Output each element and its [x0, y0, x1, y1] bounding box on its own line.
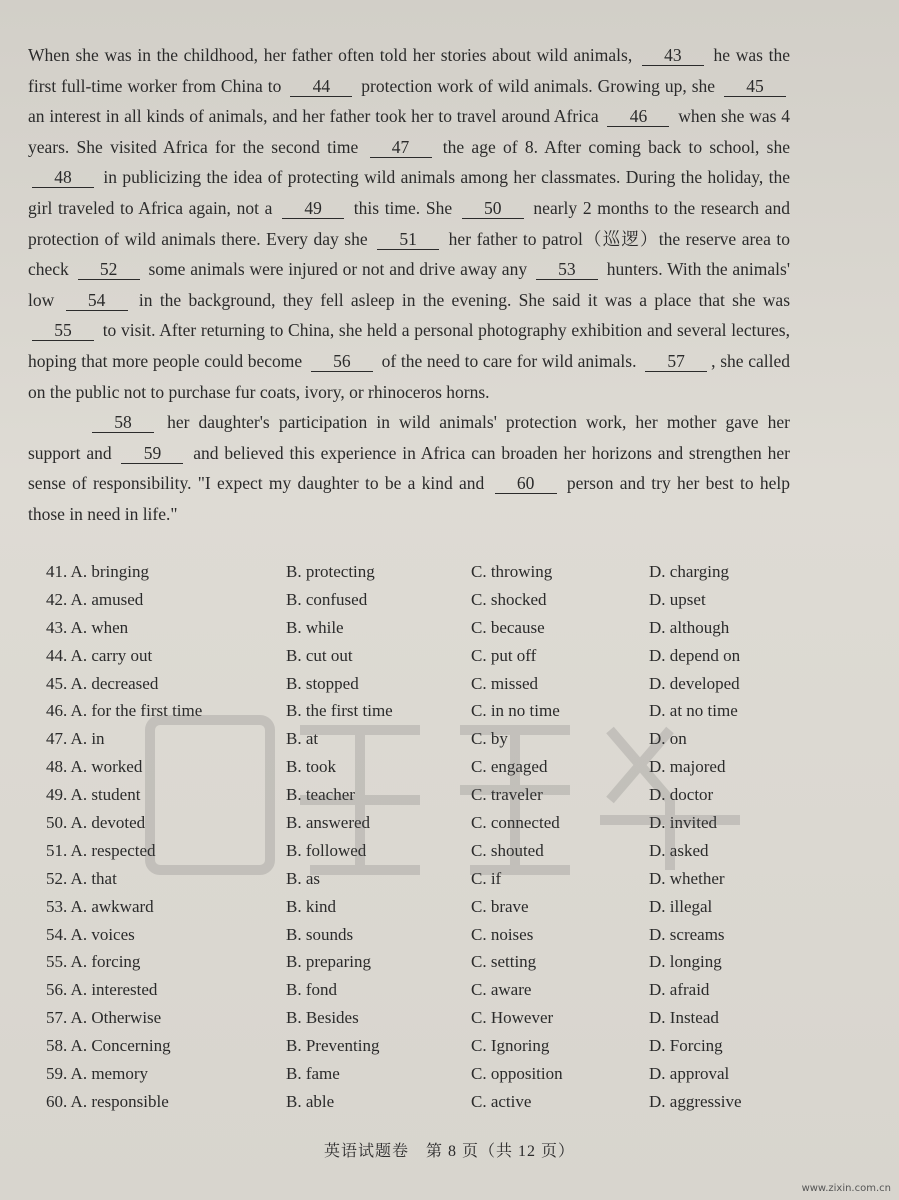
blank-53[interactable]: 53 — [536, 259, 598, 280]
question-row — [46, 614, 826, 642]
option-d[interactable]: D. upset — [649, 589, 706, 609]
question-row — [46, 725, 826, 753]
option-c[interactable]: C. active — [471, 1091, 532, 1111]
option-c[interactable]: C. in no time — [471, 701, 560, 721]
question-row — [46, 1060, 826, 1088]
option-a[interactable]: 50. A. devoted — [46, 812, 146, 832]
blank-50[interactable]: 50 — [462, 198, 524, 219]
passage-text: an interest in all kinds of animals, and her father took her to travel around Africa — [28, 106, 604, 127]
option-c[interactable]: C. engaged — [471, 757, 548, 777]
blank-44[interactable]: 44 — [290, 76, 352, 97]
option-b[interactable]: B. kind — [286, 896, 337, 916]
cloze-passage — [28, 40, 790, 530]
option-c[interactable]: C. traveler — [471, 785, 543, 805]
option-b[interactable]: B. fond — [286, 980, 337, 1000]
question-row — [46, 948, 826, 976]
passage-text: this time. She — [348, 197, 458, 218]
blank-60[interactable]: 60 — [495, 473, 557, 494]
passage-text: to visit. After returning to China, she held a personal photography exhibition and several lectures, hoping that more people could become — [28, 320, 790, 371]
option-d[interactable]: D. depend on — [649, 645, 741, 665]
blank-48[interactable]: 48 — [32, 167, 94, 188]
option-c[interactable]: C. noises — [471, 924, 534, 944]
option-c[interactable]: C. brave — [471, 896, 529, 916]
option-b[interactable]: B. answered — [286, 812, 371, 832]
option-b[interactable]: B. protecting — [286, 561, 375, 581]
blank-52[interactable]: 52 — [78, 259, 140, 280]
option-a[interactable]: 47. A. in — [46, 729, 105, 749]
option-d[interactable]: D. developed — [649, 673, 740, 693]
passage-text: When she was in the childhood, her father often told her stories about wild animals, — [28, 45, 638, 65]
option-b[interactable]: B. preparing — [286, 952, 371, 972]
option-c[interactable]: C. put off — [471, 645, 537, 665]
option-c[interactable]: C. aware — [471, 980, 532, 1000]
option-a[interactable]: 46. A. for the first time — [46, 701, 203, 721]
option-a[interactable]: 45. A. decreased — [46, 673, 159, 693]
question-row — [46, 670, 826, 698]
blank-55[interactable]: 55 — [32, 320, 94, 341]
option-d[interactable]: D. afraid — [649, 980, 710, 1000]
option-a[interactable]: 44. A. carry out — [46, 645, 153, 665]
option-b[interactable]: B. confused — [286, 589, 368, 609]
option-b[interactable]: B. stopped — [286, 673, 359, 693]
option-c[interactable]: C. Ignoring — [471, 1036, 550, 1056]
option-d[interactable]: D. whether — [649, 868, 725, 888]
blank-45[interactable]: 45 — [724, 76, 786, 97]
option-d[interactable]: D. asked — [649, 840, 709, 860]
option-b[interactable]: B. the first time — [286, 701, 393, 721]
option-a[interactable]: 57. A. Otherwise — [46, 1008, 162, 1028]
option-c[interactable]: C. by — [471, 729, 508, 749]
blank-59[interactable]: 59 — [121, 443, 183, 464]
question-row — [46, 1088, 826, 1116]
option-d[interactable]: D. charging — [649, 561, 729, 581]
option-a[interactable]: 56. A. interested — [46, 980, 158, 1000]
passage-text: he was the first full-time worker from China to — [28, 45, 790, 96]
blank-51[interactable]: 51 — [377, 229, 439, 250]
option-a[interactable]: 55. A. forcing — [46, 952, 141, 972]
question-row — [46, 837, 826, 865]
option-a[interactable]: 54. A. voices — [46, 924, 135, 944]
question-row — [46, 1032, 826, 1060]
option-b[interactable]: B. cut out — [286, 645, 353, 665]
option-c[interactable]: C. connected — [471, 812, 560, 832]
paragraph-1 — [28, 40, 790, 407]
page-footer: 英语试题卷 第 8 页（共 12 页） — [323, 1143, 575, 1160]
question-row — [46, 976, 826, 1004]
option-a[interactable]: 59. A. memory — [46, 1063, 148, 1083]
blank-46[interactable]: 46 — [607, 106, 669, 127]
blank-58[interactable]: 58 — [92, 412, 154, 433]
blank-56[interactable]: 56 — [311, 351, 373, 372]
passage-text: nearly 2 months to the research and protection of wild animals there. Every day she — [28, 197, 790, 249]
question-row — [46, 893, 826, 921]
blank-57[interactable]: 57 — [645, 351, 707, 372]
option-d[interactable]: D. majored — [649, 757, 726, 777]
question-row — [46, 586, 826, 614]
passage-text: person and try her best to help those in need in life." — [28, 473, 791, 524]
passage-text: in the background, they fell asleep in the evening. She said it was a place that she was — [131, 289, 791, 310]
option-b[interactable]: B. took — [286, 757, 337, 777]
option-a[interactable]: 60. A. responsible — [46, 1091, 169, 1111]
question-row — [46, 809, 826, 837]
option-a[interactable]: 58. A. Concerning — [46, 1036, 171, 1056]
option-b[interactable]: B. while — [286, 617, 344, 637]
option-a[interactable]: 43. A. when — [46, 617, 129, 637]
passage-text: her father to patrol（巡逻）the reserve area to check — [28, 228, 790, 280]
option-a[interactable]: 51. A. respected — [46, 840, 156, 860]
option-a[interactable]: 53. A. awkward — [46, 896, 154, 916]
passage-text: the age of 8. After coming back to school, she — [435, 136, 791, 157]
passage-text: in publicizing the idea of protecting wild animals among her classmates. During the holiday, the girl traveled to Africa again, not a — [28, 167, 790, 218]
option-b[interactable]: B. Preventing — [286, 1036, 380, 1056]
option-a[interactable]: 41. A. bringing — [46, 561, 149, 581]
option-c[interactable]: C. shocked — [471, 589, 547, 609]
passage-text: , she called on the public not to purchase fur coats, ivory, or rhinoceros horns. — [28, 350, 790, 402]
passage-text: and believed this experience in Africa can broaden her horizons and strengthen her sense of responsibility. "I expect my daughter to be a kind and — [28, 442, 790, 494]
option-d[interactable]: D. aggressive — [649, 1091, 742, 1111]
option-c[interactable]: C. because — [471, 617, 545, 637]
question-row — [46, 753, 826, 781]
option-d[interactable]: D. invited — [649, 812, 717, 832]
option-d[interactable]: D. doctor — [649, 785, 714, 805]
answer-options — [46, 558, 826, 1116]
option-b[interactable]: B. fame — [286, 1063, 340, 1083]
option-b[interactable]: B. teacher — [286, 785, 355, 805]
blank-54[interactable]: 54 — [66, 290, 128, 311]
passage-text: some animals were injured or not and drive away any — [143, 259, 532, 280]
option-d[interactable]: D. screams — [649, 924, 725, 944]
option-b[interactable]: B. as — [286, 868, 320, 888]
passage-text: when she was 4 years. She visited Africa for the second time — [28, 106, 790, 157]
option-d[interactable]: D. Instead — [649, 1008, 719, 1028]
option-c[interactable]: C. if — [471, 868, 502, 888]
question-row — [46, 921, 826, 949]
question-row — [46, 1004, 826, 1032]
blank-47[interactable]: 47 — [370, 137, 432, 158]
option-c[interactable]: C. shouted — [471, 840, 544, 860]
option-b[interactable]: B. at — [286, 729, 319, 749]
option-a[interactable]: 49. A. student — [46, 785, 141, 805]
question-row — [46, 781, 826, 809]
option-a[interactable]: 48. A. worked — [46, 757, 143, 777]
question-row — [46, 558, 826, 586]
passage-text: of the need to care for wild animals. — [376, 350, 642, 371]
option-b[interactable]: B. sounds — [286, 924, 354, 944]
option-c[interactable]: C. opposition — [471, 1063, 563, 1083]
option-b[interactable]: B. followed — [286, 840, 367, 860]
option-c[interactable]: C. setting — [471, 952, 537, 972]
blank-49[interactable]: 49 — [282, 198, 344, 219]
option-b[interactable]: B. able — [286, 1091, 335, 1111]
option-a[interactable]: 42. A. amused — [46, 589, 144, 609]
option-c[interactable]: C. However — [471, 1008, 554, 1028]
option-d[interactable]: D. at no time — [649, 701, 738, 721]
passage-text: hunters. With the animals' low — [28, 259, 790, 310]
option-d[interactable]: D. illegal — [649, 896, 713, 916]
site-watermark: www.zixin.com.cn — [801, 1183, 891, 1194]
passage-text: her daughter's participation in wild animals' protection work, her mother gave her support and — [28, 412, 790, 463]
option-b[interactable]: B. Besides — [286, 1008, 359, 1028]
passage-text: protection work of wild animals. Growing up, she — [356, 75, 721, 96]
paragraph-2 — [28, 407, 790, 529]
question-row — [46, 697, 826, 725]
question-row — [46, 865, 826, 893]
option-d[interactable]: D. longing — [649, 952, 722, 972]
option-c[interactable]: C. throwing — [471, 561, 553, 581]
option-d[interactable]: D. although — [649, 617, 730, 637]
blank-43[interactable]: 43 — [642, 45, 704, 66]
question-row — [46, 642, 826, 670]
option-d[interactable]: D. on — [649, 729, 687, 749]
option-a[interactable]: 52. A. that — [46, 868, 117, 888]
option-d[interactable]: D. Forcing — [649, 1036, 723, 1056]
option-d[interactable]: D. approval — [649, 1063, 730, 1083]
option-c[interactable]: C. missed — [471, 673, 539, 693]
